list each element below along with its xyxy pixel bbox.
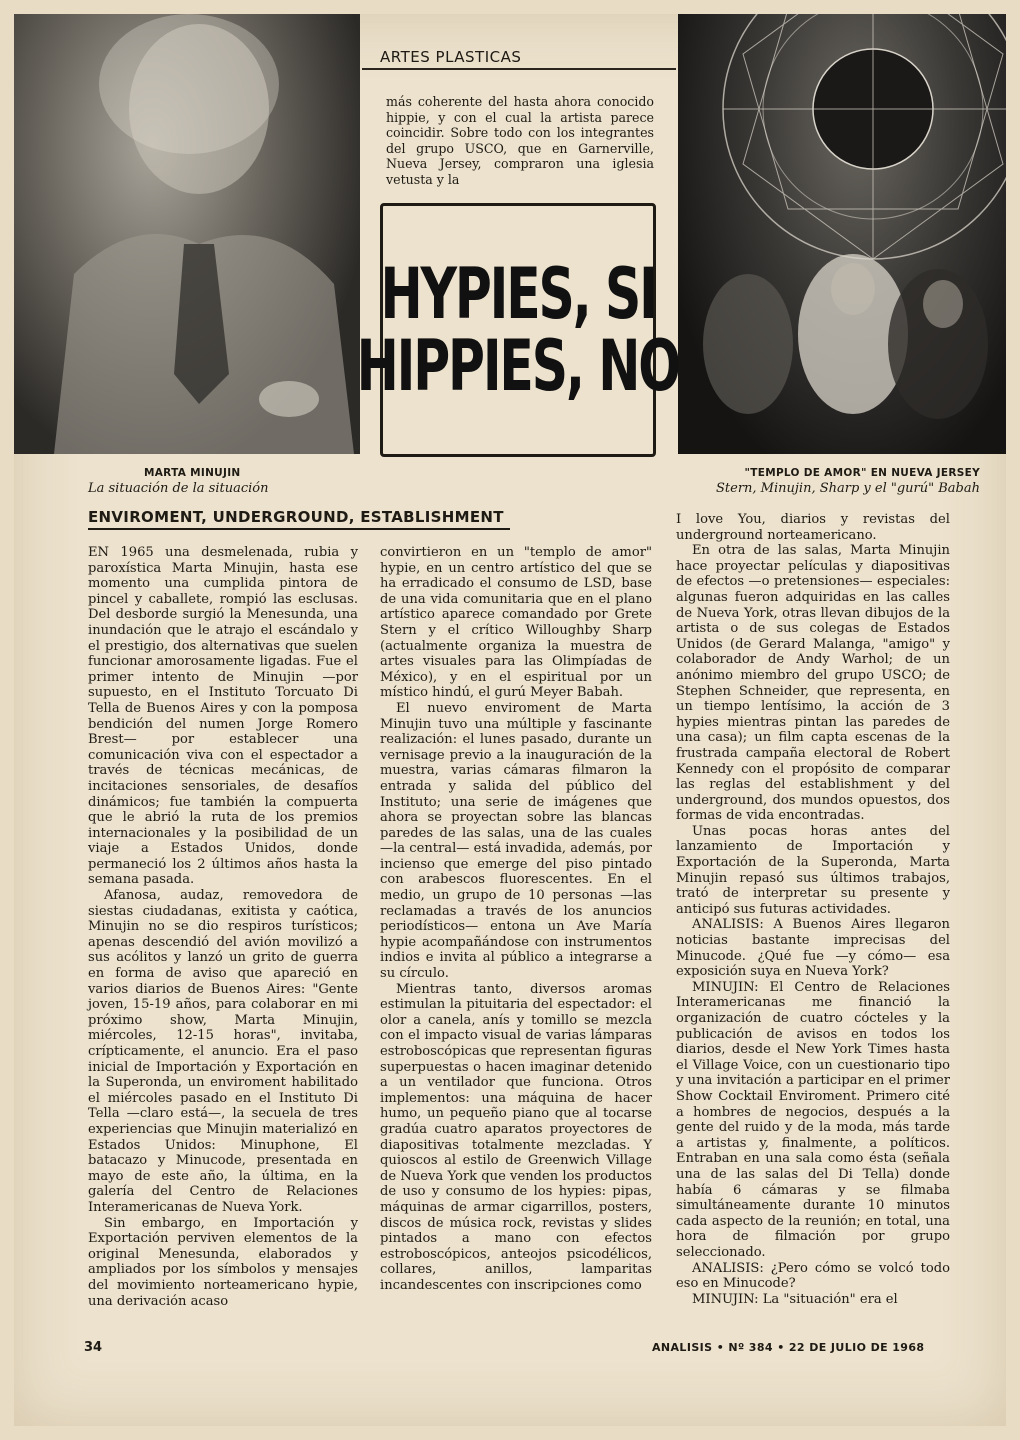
- paragraph: Afanosa, audaz, removedora de siestas ciudadanas, exitista y caótica, Minujin no se dio respiros turísticos; apenas descendió del avión movilizó a sus acólitos y lanzó un grito de guerra en forma de aviso que apareció en varios diarios de Buenos Aires: "Gente joven, 15-19 años, para colaborar en mi próximo show, Marta Minujin, miércoles, 12-15 horas", invitaba, crípticamente, el anuncio. Era el paso inicial de Importación y Exportación en la Superonda, un enviroment habilitado el miércoles pasado en el Instituto Di Tella —claro está—, la secuela de tres experiencias que Minujin materializó en Estados Unidos: Minuphone, El batacazo y Minucode, presentada en mayo de este año, la última, en la galería del Centro de Relaciones Interamericanas de Nueva York.: [88, 888, 358, 1215]
- caption-left-sub: La situación de la situación: [88, 481, 269, 496]
- caption-right: [660, 466, 980, 496]
- article-subhead-text: ENVIROMENT, UNDERGROUND, ESTABLISHMENT: [88, 508, 504, 526]
- photo-marta-minujin: [14, 14, 360, 454]
- paragraph: En otra de las salas, Marta Minujin hace proyectar películas y diapositivas de efectos —o pretensiones— especiales: algunas fueron adquiridas en las calles de Nueva York, otras llevan dibujos de la artista o de sus colegas de Estados Unidos (de Gerard Malanga, "amigo" y colaborador de Andy Warhol; de un anónimo miembro del grupo USCO; de Stephen Schneider, que representa, en un tiempo lentísimo, la acción de 3 hypies mientras pintan las paredes de una casa); un film capta escenas de la frustrada campaña electoral de Robert Kennedy con el propósito de comparar las reglas del establishment y del underground, dos mundos opuestos, dos formas de vida encontradas.: [676, 543, 950, 824]
- caption-right-name: "TEMPLO DE AMOR" EN NUEVA JERSEY: [744, 467, 980, 479]
- intro-paragraph: más coherente del hasta ahora conocido hippie, y con el cual la artista parece coincidir. Sobre todo con los integrantes del grupo USCO, que en Garnerville, Nueva Jersey, compraron una iglesia vetusta y la: [386, 94, 654, 187]
- caption-left: [90, 466, 268, 496]
- headline-line-2: HIPPIES, NO: [356, 325, 680, 407]
- issue-line: ANALISIS • Nº 384 • 22 DE JULIO DE 1968: [652, 1341, 925, 1354]
- headline-line-1: HYPIES, SI: [380, 253, 656, 335]
- article-column-3: [676, 512, 950, 1307]
- caption-right-sub: Stern, Minujin, Sharp y el "gurú" Babah: [716, 481, 980, 496]
- paragraph: I love You, diarios y revistas del underground norteamericano.: [676, 512, 950, 543]
- article-subhead: [88, 507, 510, 530]
- paragraph: El nuevo enviroment de Marta Minujin tuvo una múltiple y fascinante realización: el lunes pasado, durante un vernisage previo a la inauguración de la muestra, varias cámaras filmaron la entrada y salida del público del Instituto; una serie de imágenes que ahora se proyectan sobre las blancas paredes de las salas, una de las cuales —la central— está invadida, además, por incienso que emerge del piso pintado con arabescos fluorescentes. En el medio, un grupo de 10 personas —las reclamadas a través de los anuncios periodísticos— entona un Ave María hypie acompañándose con instrumentos indios e invita al público a integrarse a su círculo.: [380, 700, 652, 982]
- paragraph: MINUJIN: La "situación" era el: [692, 1291, 898, 1307]
- paragraph: ANALISIS: ¿Pero cómo se volcó todo eso en Minucode?: [676, 1260, 950, 1292]
- article-column-1: [88, 545, 358, 1309]
- paragraph: Unas pocas horas antes del lanzamiento de Importación y Exportación de la Superonda, Marta Minujin repasó sus últimos trabajos, trató de interpretar su presente y anticipó sus futuras actividades.: [676, 823, 950, 917]
- paragraph: EN 1965 una desmelenada, rubia y paroxística Marta Minujin, hasta ese momento una cumplida pintora de pincel y caballete, rompió las esclusas. Del desborde surgió la Menesunda, una inundación que le atrajo el escándalo y el prestigio, dos alternativas que suelen funcionar amorosamente ligadas. Fue el primer intento de Minujin —por supuesto, en el Instituto Torcuato Di Tella de Buenos Aires y con la pomposa bendición del numen Jorge Romero Brest— por establecer una comunicación viva con el espectador a través de técnicas mecánicas, de incitaciones sensoriales, de desafíos dinámicos; fue también la compuerta que le abrió la ruta de los premios internacionales y la posibilidad de un viaje a Estados Unidos, donde permaneció los 2 últimos años hasta la semana pasada.: [88, 545, 358, 888]
- page-number: 34: [84, 1340, 103, 1355]
- paragraph: convirtieron en un "templo de amor" hypie, en un centro artístico del que se ha erradicado el consumo de LSD, base de una vida comunitaria que en el plano artístico aparece comandado por Grete Stern y el crítico Willoughby Sharp (actualmente organiza la muestra de artes visuales para las Olimpíadas de México), y en el espiritual por un místico hindú, el gurú Meyer Babah.: [380, 545, 652, 701]
- photo-templo-de-amor: [678, 14, 1006, 454]
- paragraph: ANALISIS: A Buenos Aires llegaron noticias bastante imprecisas del Minucode. ¿Qué fue —y cómo— esa exposición suya en Nueva York?: [676, 917, 950, 980]
- paragraph: Mientras tanto, diversos aromas estimulan la pituitaria del espectador: el olor a canela, anís y tomillo se mezcla con el impacto visual de varias lámparas estroboscópicas que representan figuras superpuestas o hacen imaginar detenido a un ventilador que funciona. Otros implementos: una máquina de hacer humo, un pequeño piano que al tocarse gradúa cuatro aparatos proyectores de diapositivas totalmente mezcladas. Y quioscos al estilo de Greenwich Village de Nueva York que venden los productos de uso y consumo de los hypies: pipas, máquinas de armar cigarrillos, posters, discos de música rock, revistas y slides pintados a mano con efectos estroboscópicos, anteojos psicodélicos, collares, anillos, lamparitas incandescentes con inscripciones como: [380, 981, 652, 1293]
- paragraph: Sin embargo, en Importación y Exportación perviven elementos de la original Menesunda, elaborados y ampliados por los símbolos y mensajes del movimiento norteamericano hypie, una derivación acaso: [88, 1215, 358, 1309]
- headline-box: [356, 203, 680, 457]
- caption-left-name: MARTA MINUJIN: [144, 467, 241, 479]
- section-label: [362, 46, 676, 70]
- article-column-2: [380, 545, 652, 1294]
- section-label-text: ARTES PLASTICAS: [380, 48, 522, 66]
- paragraph: MINUJIN: El Centro de Relaciones Interamericanas me financió la organización de cuatro cócteles y la publicación de avisos en todos los diarios, desde el New York Times hasta el Village Voice, con un cuestionario tipo y una invitación a participar en el primer Show Cocktail Enviroment. Primero cité a hombres de negocios, después a la gente del ruido y de la moda, más tarde a artistas y, finalmente, a políticos. Entraban en una sala como ésta (señala una de las salas del Di Tella) donde había 6 cámaras y se filmaba simultáneamente durante 10 minutos cada aspecto de la reunión; en total, una hora de filmación por grupo seleccionado.: [676, 979, 950, 1260]
